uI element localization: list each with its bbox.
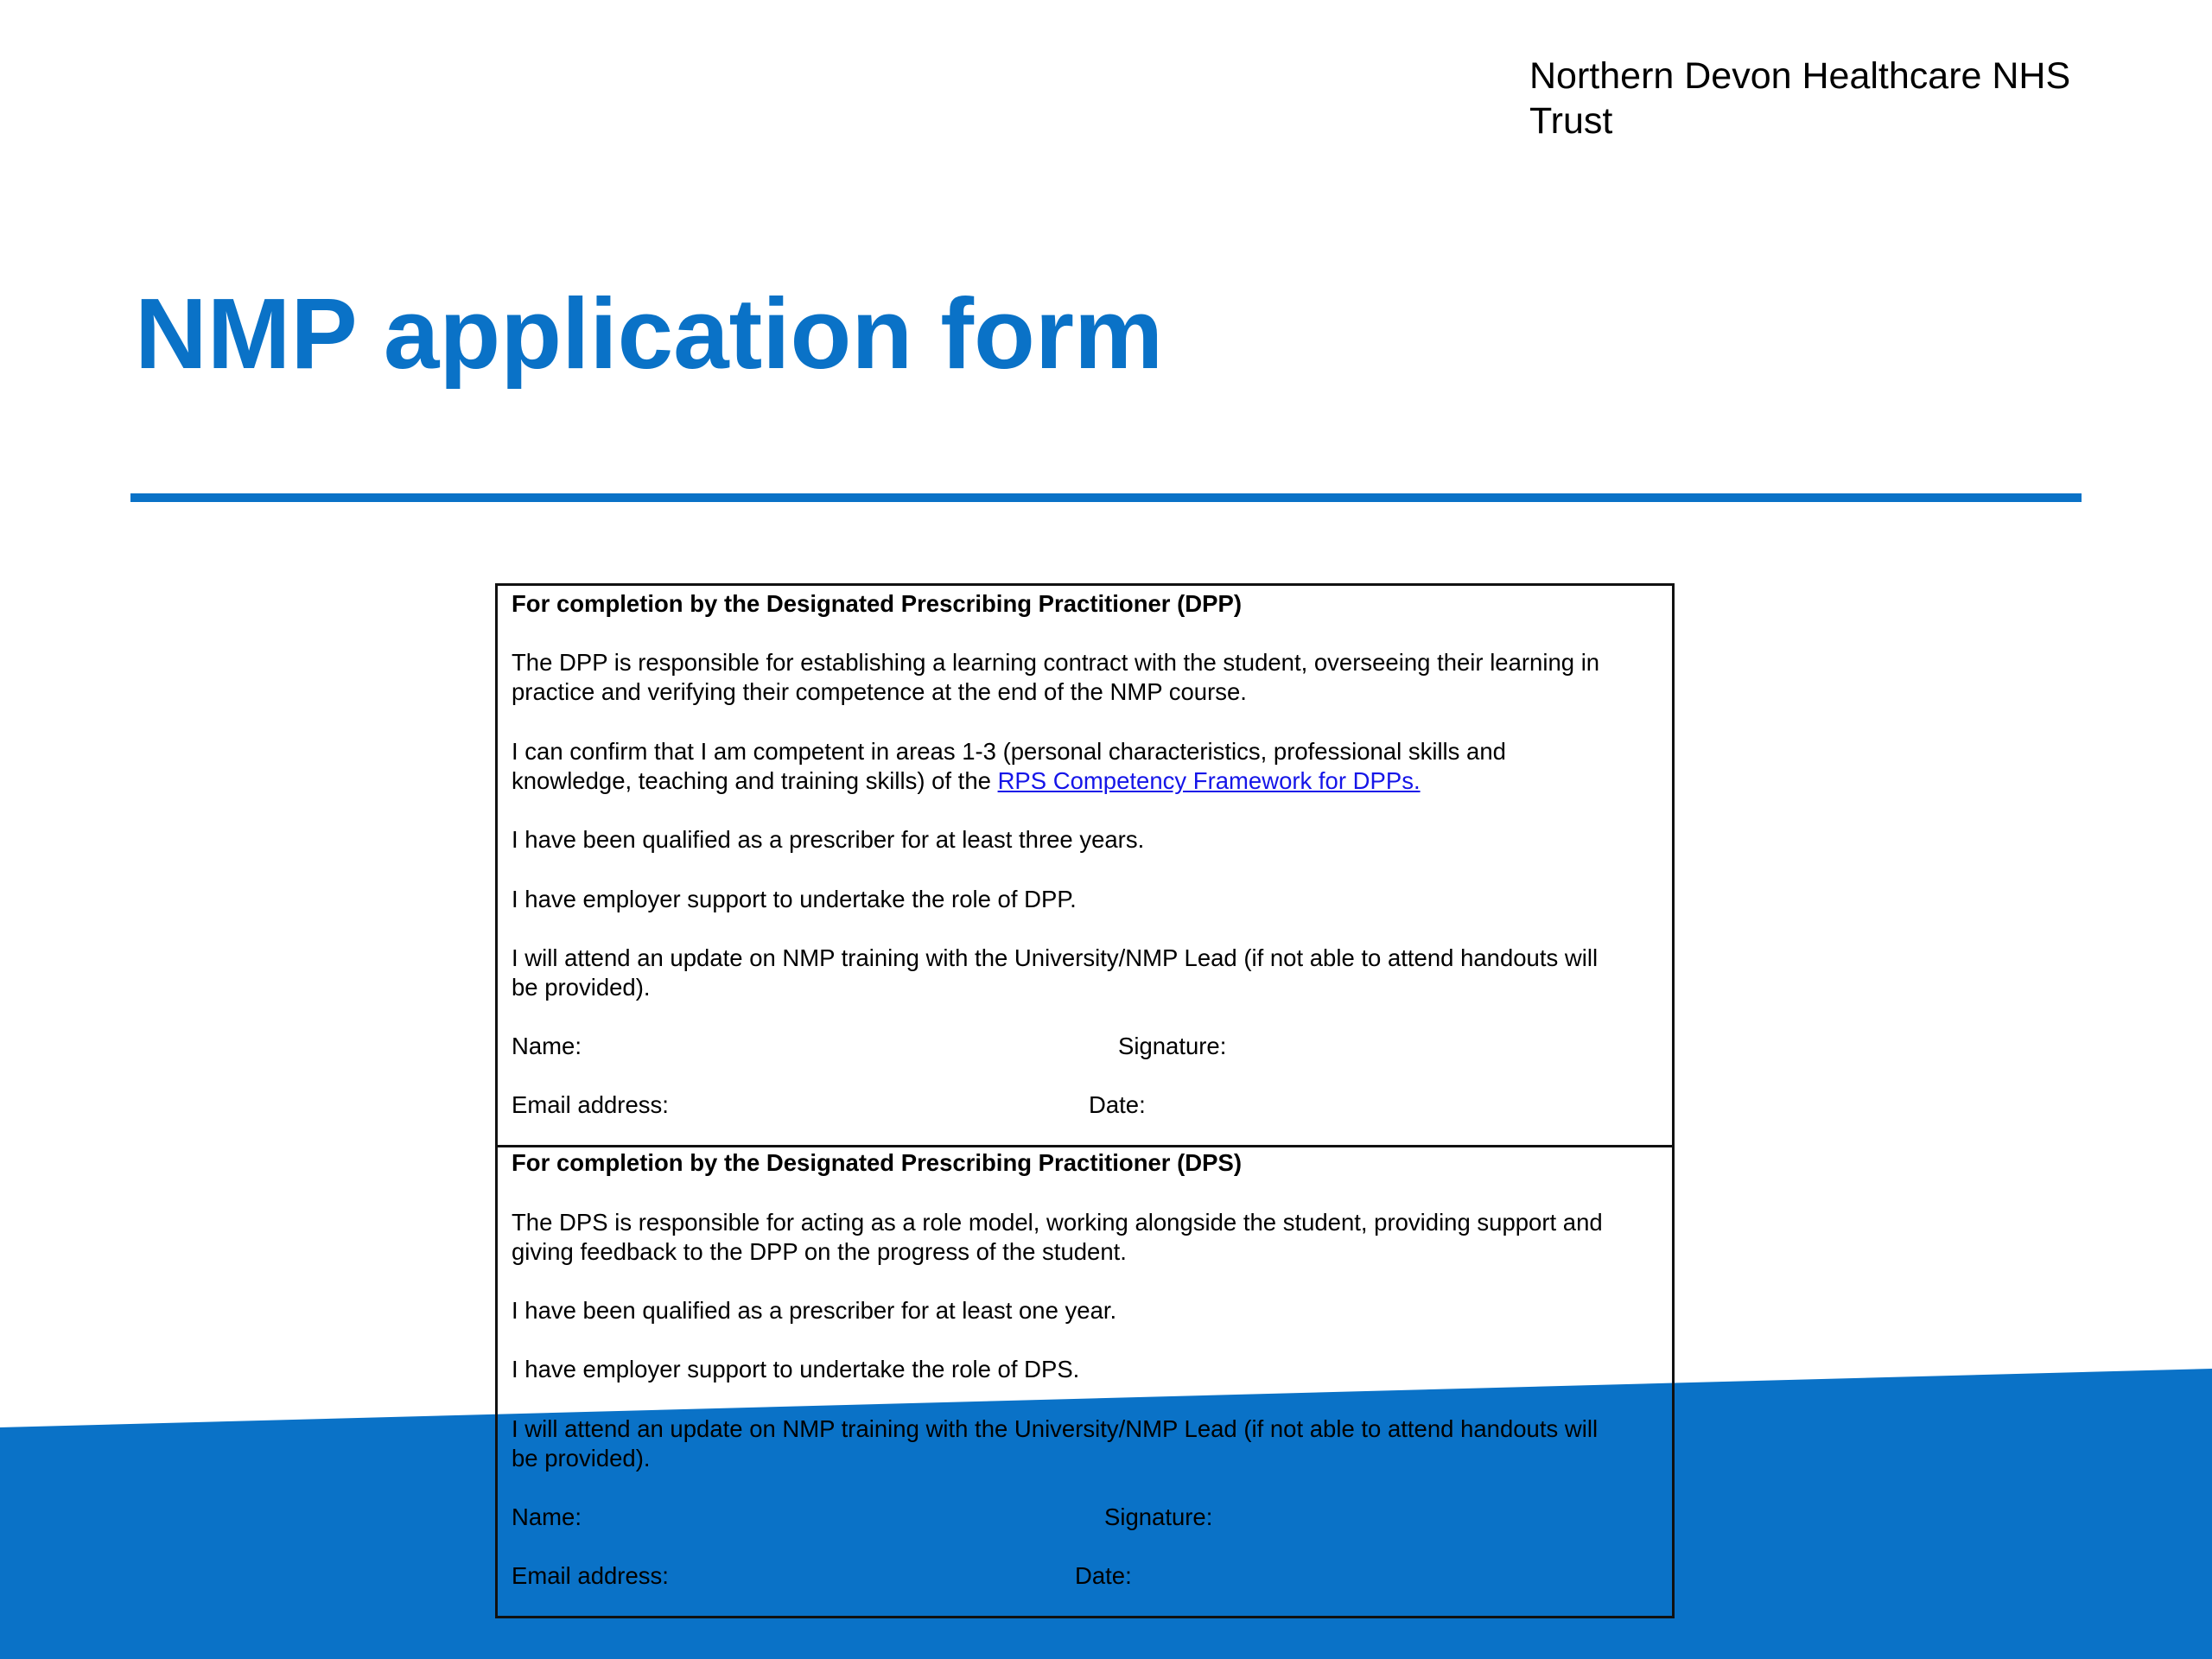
- dpp-qualified-statement: I have been qualified as a prescriber for at least three years.: [512, 826, 1145, 853]
- application-form-table: [495, 583, 1675, 1618]
- dps-heading: For completion by the Designated Prescribing Practitioner (DPS): [512, 1149, 1243, 1176]
- dps-name-field-label[interactable]: Name:: [512, 1503, 582, 1530]
- dpp-competence-line2: [512, 766, 1421, 796]
- organization-name: [1529, 54, 2134, 143]
- dpp-name-field-label[interactable]: Name:: [512, 1033, 582, 1059]
- dpp-attend-update-line2: be provided).: [512, 974, 651, 1001]
- dpp-section: [498, 586, 1672, 1147]
- organization-name-line1: Northern Devon Healthcare NHS: [1529, 55, 2071, 97]
- dps-section: [498, 1147, 1672, 1616]
- dps-attend-update-line2: be provided).: [512, 1445, 651, 1471]
- rps-competency-framework-link[interactable]: RPS Competency Framework for DPPs.: [997, 767, 1421, 794]
- organization-name-line2: Trust: [1529, 100, 1613, 142]
- dpp-responsibility-line1: The DPP is responsible for establishing a learning contract with the student, overseeing their learning in: [512, 649, 1600, 676]
- dps-responsibility-line2: giving feedback to the DPP on the progress of the student.: [512, 1238, 1127, 1265]
- page-title: NMP application form: [135, 277, 1164, 390]
- dps-attend-update-line1: I will attend an update on NMP training with the University/NMP Lead (if not able to attend handouts will: [512, 1415, 1599, 1442]
- dpp-attend-update-line1: I will attend an update on NMP training with the University/NMP Lead (if not able to attend handouts will: [512, 944, 1599, 971]
- dpp-competence-line1: I can confirm that I am competent in areas 1-3 (personal characteristics, professional skills and: [512, 738, 1506, 765]
- dps-employer-support-statement: I have employer support to undertake the role of DPS.: [512, 1356, 1080, 1382]
- dps-responsibility-line1: The DPS is responsible for acting as a role model, working alongside the student, providing support and: [512, 1209, 1603, 1236]
- dps-date-field-label[interactable]: Date:: [1075, 1562, 1132, 1589]
- dpp-date-field-label[interactable]: Date:: [1089, 1091, 1146, 1118]
- dpp-email-field-label[interactable]: Email address:: [512, 1091, 669, 1118]
- dpp-competence-line2-text: knowledge, teaching and training skills) of the: [512, 767, 998, 794]
- dps-qualified-statement: I have been qualified as a prescriber for at least one year.: [512, 1297, 1117, 1324]
- dps-signature-field-label[interactable]: Signature:: [1104, 1503, 1213, 1530]
- dps-email-field-label[interactable]: Email address:: [512, 1562, 669, 1589]
- dpp-employer-support-statement: I have employer support to undertake the role of DPP.: [512, 886, 1077, 912]
- dpp-signature-field-label[interactable]: Signature:: [1118, 1033, 1227, 1059]
- dpp-heading: For completion by the Designated Prescribing Practitioner (DPP): [512, 590, 1243, 617]
- title-divider: [130, 493, 2082, 502]
- dpp-responsibility-line2: practice and verifying their competence at the end of the NMP course.: [512, 678, 1247, 705]
